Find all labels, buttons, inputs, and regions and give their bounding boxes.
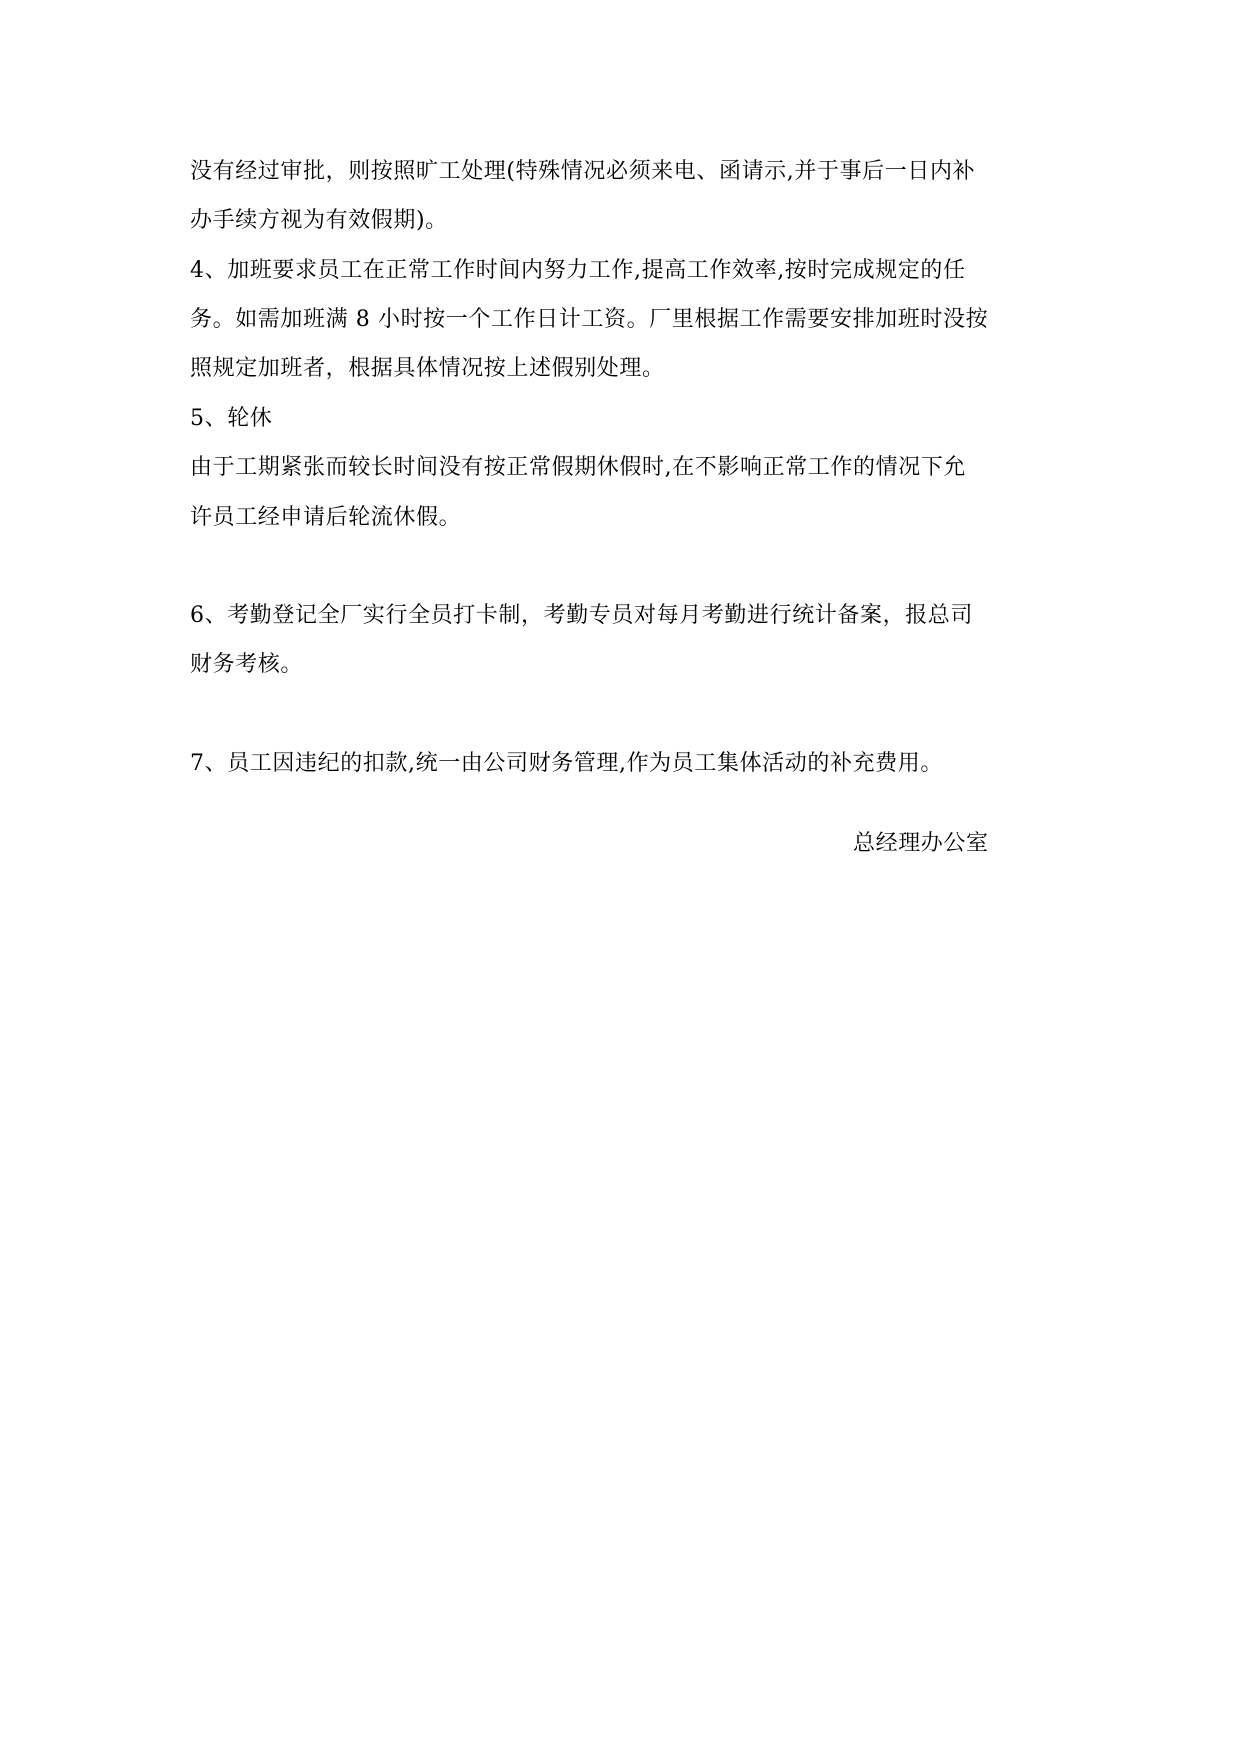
para-3-heading: 5、轮休 — [190, 406, 273, 431]
para-4-line-2: 许员工经申请后轮流休假。 — [190, 505, 462, 530]
signature: 总经理办公室 — [853, 831, 989, 856]
para-5-line-1: 6、考勤登记全厂实行全员打卡制，考勤专员对每月考勤进行统计备案，报总司 — [190, 603, 973, 628]
para-2-line-3: 照规定加班者，根据具体情况按上述假别处理。 — [190, 356, 665, 381]
para-2-line-2: 务。如需加班满 8 小时按一个工作日计工资。厂里根据工作需要安排加班时没按 — [190, 307, 989, 332]
para-1-line-2: 办手续方视为有效假期)。 — [190, 208, 448, 233]
para-4-line-1: 由于工期紧张而较长时间没有按正常假期休假时,在不影响正常工作的情况下允 — [190, 455, 966, 480]
para-1-line-1: 没有经过审批，则按照旷工处理(特殊情况必须来电、函请示,并于事后一日内补 — [190, 159, 976, 184]
para-6-line-1: 7、员工因违纪的扣款,统一由公司财务管理,作为员工集体活动的补充费用。 — [190, 751, 943, 776]
para-5-line-2: 财务考核。 — [190, 652, 304, 677]
para-2-line-1: 4、加班要求员工在正常工作时间内努力工作,提高工作效率,按时完成规定的任 — [190, 258, 966, 283]
